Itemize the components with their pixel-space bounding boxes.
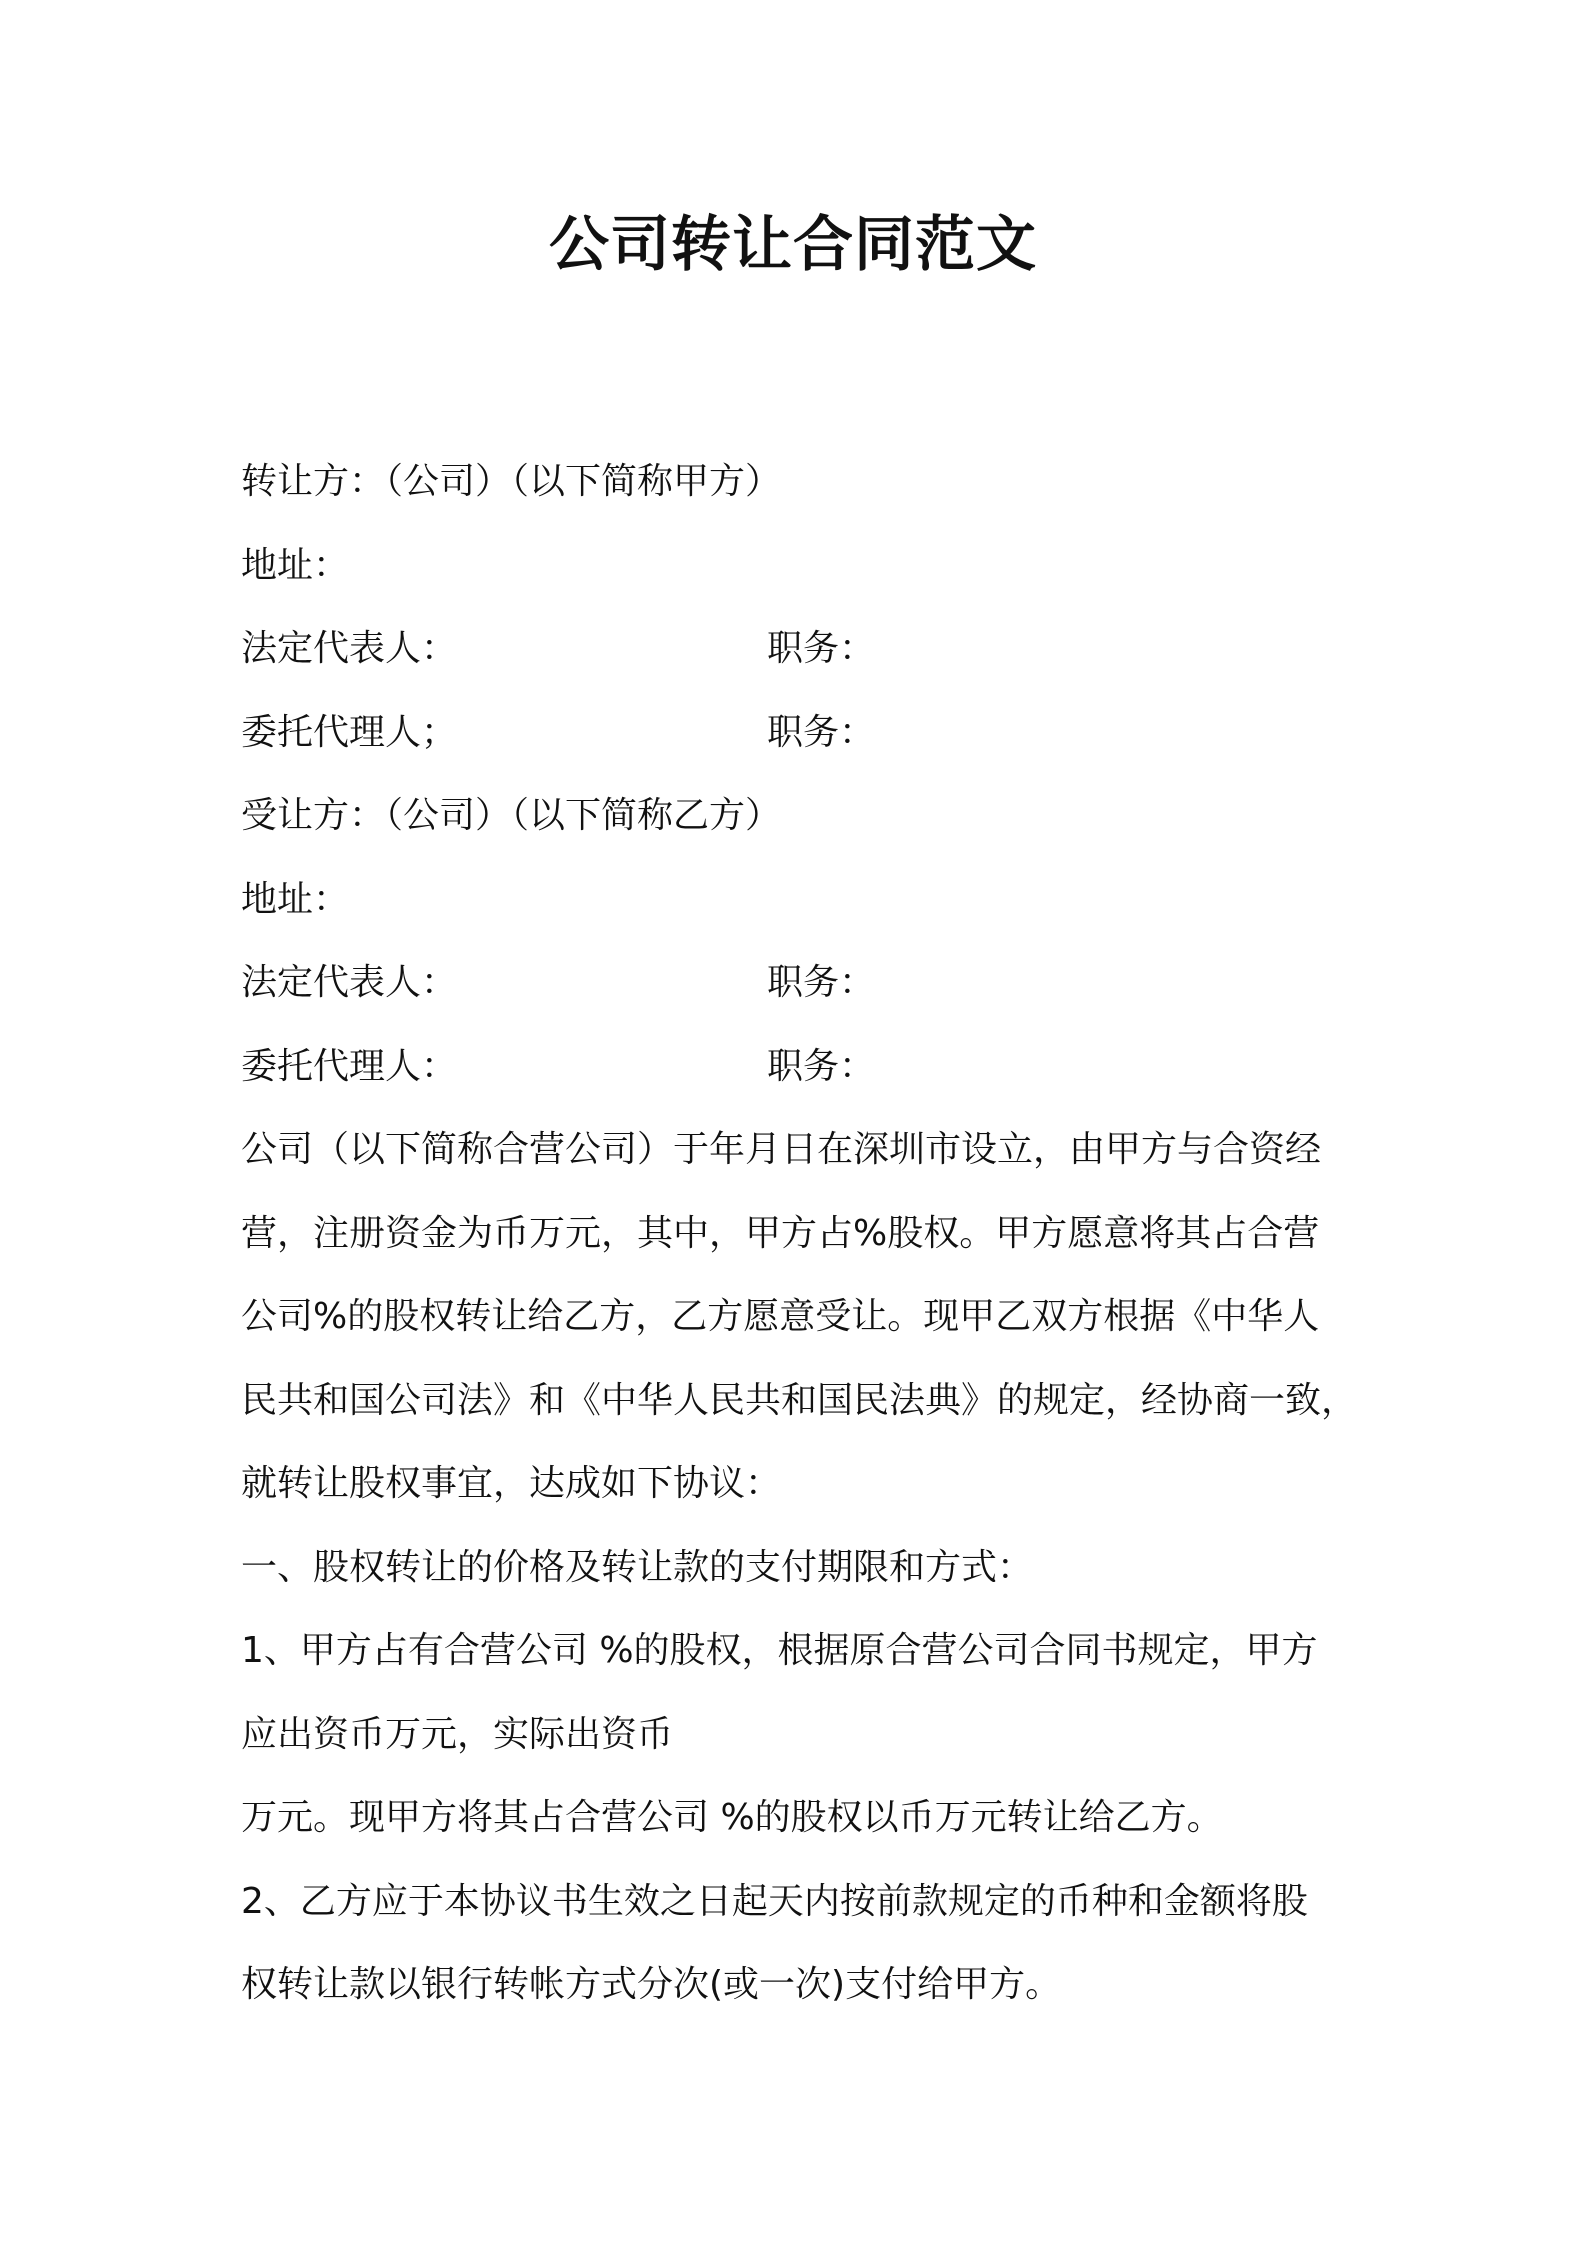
section-1-heading: 一、股权转让的价格及转让款的支付期限和方式： <box>241 1546 1034 1588</box>
clause-2-line: 2、乙方应于本协议书生效之日起天内按前款规定的币种和金额将股 <box>241 1880 1308 1922</box>
transferor-legal-rep-row <box>241 607 1361 691</box>
document-title: 公司转让合同范文 <box>549 210 1037 280</box>
transferee-legal-rep-title-label: 职务： <box>767 962 876 1003</box>
transferee-legal-rep-label: 法定代表人： <box>241 962 458 1003</box>
document-body <box>241 440 1361 2027</box>
clause-2-line: 权转让款以银行转帐方式分次(或一次)支付给甲方。 <box>241 1964 1062 2005</box>
clause-1-line: 万元。现甲方将其占合营公司 %的股权以币万元转让给乙方。 <box>241 1797 1223 1838</box>
transferee-party: 受让方：（公司）（以下简称乙方） <box>241 795 782 836</box>
preamble-line: 公司（以下简称合营公司）于年月日在深圳市设立，由甲方与合资经 <box>241 1129 1322 1170</box>
preamble-paragraph <box>241 1108 1361 1526</box>
transferor-agent-title-label: 职务： <box>767 711 876 753</box>
transferor-legal-rep-title-label: 职务： <box>767 628 876 669</box>
preamble-line: 就转让股权事宜，达成如下协议： <box>241 1463 782 1504</box>
transferor-address: 地址： <box>241 544 350 586</box>
transferor-agent-label: 委托代理人； <box>241 711 458 753</box>
clause-1 <box>241 1609 1361 1860</box>
transferor-legal-rep-label: 法定代表人： <box>241 628 458 669</box>
clause-1-line: 1、甲方占有合营公司 %的股权，根据原合营公司合同书规定，甲方 <box>241 1630 1318 1671</box>
clause-1-line: 应出资币万元，实际出资币 <box>241 1713 674 1755</box>
transferor-agent-row <box>241 691 1361 775</box>
preamble-line: 公司%的股权转让给乙方，乙方愿意受让。现甲乙双方根据《中华人 <box>241 1296 1320 1337</box>
transferee-agent-title-label: 职务： <box>767 1045 876 1087</box>
transferor-party: 转让方：（公司）（以下简称甲方） <box>241 461 782 502</box>
preamble-line: 营，注册资金为币万元，其中，甲方占%股权。甲方愿意将其占合营 <box>241 1212 1320 1254</box>
clause-2 <box>241 1860 1361 2027</box>
transferee-legal-rep-row <box>241 941 1361 1025</box>
transferee-agent-row <box>241 1025 1361 1109</box>
transferee-agent-label: 委托代理人： <box>241 1045 458 1087</box>
transferee-address: 地址： <box>241 878 350 920</box>
preamble-line: 民共和国公司法》和《中华人民共和国民法典》的规定，经协商一致， <box>241 1379 1358 1421</box>
